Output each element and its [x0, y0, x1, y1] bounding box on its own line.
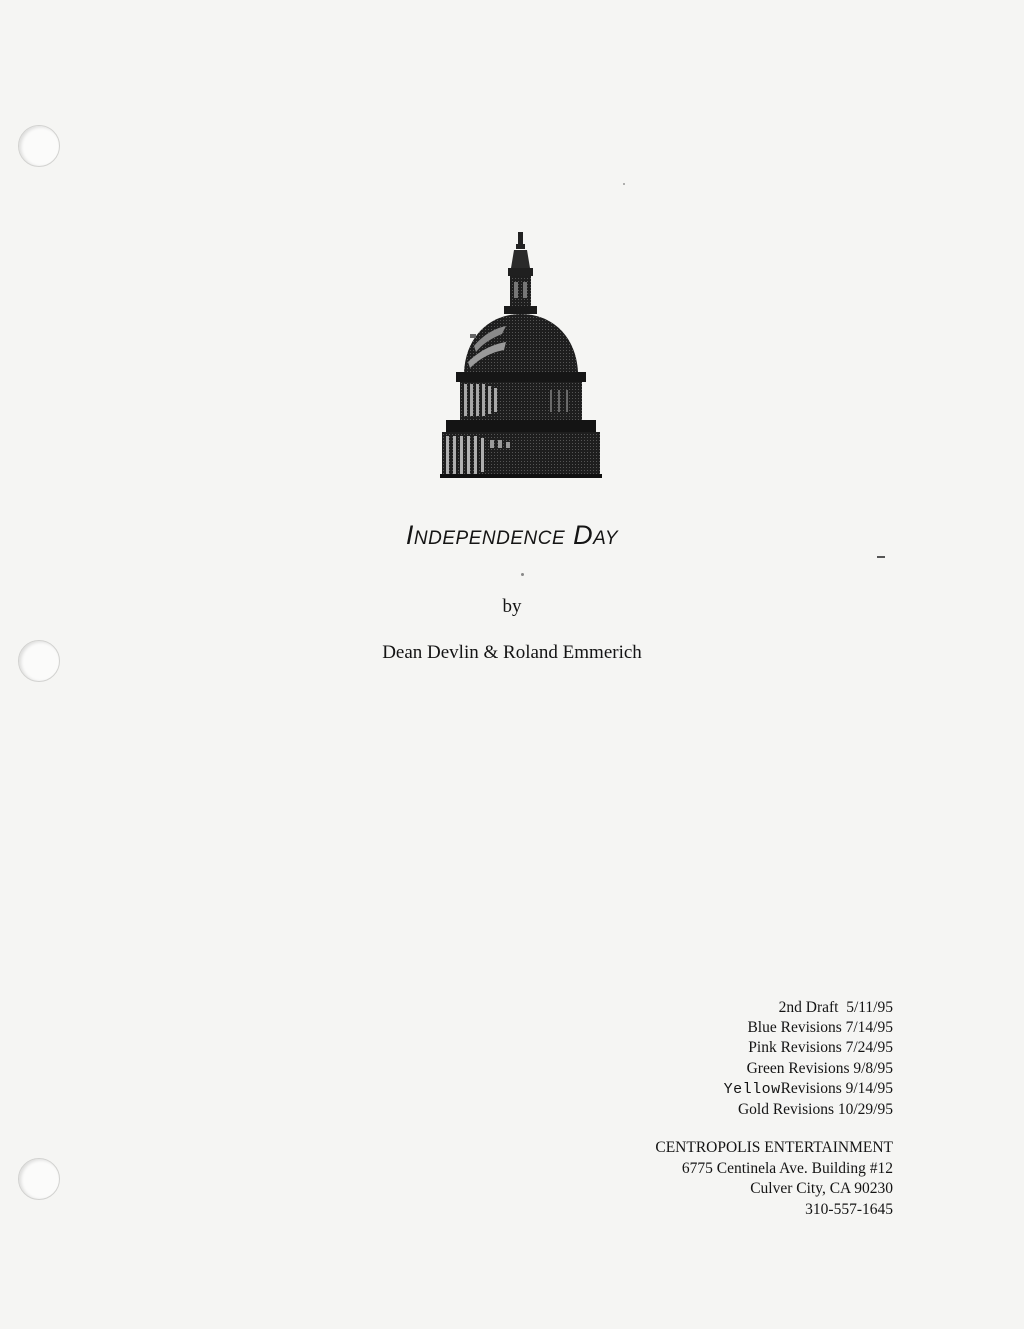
revision-date: 7/24/95 — [845, 1039, 893, 1057]
revision-label: Green Revisions — [746, 1059, 850, 1077]
company-address: 6775 Centinela Ave. Building #12 — [681, 1159, 893, 1177]
capitol-dome-icon — [440, 230, 602, 478]
company-city: Culver City, CA 90230 — [750, 1180, 893, 1197]
paper-speck — [521, 573, 524, 576]
revision-line — [724, 1059, 893, 1079]
authors: Dean Devlin & Roland Emmerich — [382, 642, 642, 663]
paper-speck — [877, 556, 885, 558]
document-title: Independence Day — [405, 520, 619, 550]
company-name: CENTROPOLIS ENTERTAINMENT — [655, 1139, 893, 1156]
byline-by: by — [502, 596, 522, 617]
revision-label: Gold Revisions — [737, 1101, 834, 1119]
revision-line — [724, 998, 893, 1018]
revision-date: 9/14/95 — [845, 1079, 893, 1097]
revision-line — [724, 1079, 893, 1100]
company-block — [655, 1138, 893, 1220]
revision-date: 10/29/95 — [837, 1101, 893, 1119]
revision-date: 9/8/95 — [853, 1059, 893, 1077]
revision-line — [724, 1038, 893, 1058]
punch-hole — [18, 125, 60, 167]
company-phone: 310-557-1645 — [805, 1200, 893, 1218]
paper-speck — [623, 183, 625, 185]
revision-date: 5/11/95 — [846, 999, 893, 1016]
revision-label: Pink Revisions — [748, 1039, 842, 1057]
revision-label: Blue Revisions — [747, 1019, 842, 1037]
revision-line — [724, 1018, 893, 1038]
revision-label-typed: Yellow — [723, 1080, 781, 1098]
revision-label: Revisions — [780, 1079, 842, 1097]
punch-hole — [18, 1158, 60, 1200]
revision-date: 7/14/95 — [845, 1019, 893, 1037]
revision-history — [724, 998, 893, 1120]
revision-label: 2nd Draft — [778, 999, 839, 1016]
revision-line — [724, 1100, 893, 1120]
